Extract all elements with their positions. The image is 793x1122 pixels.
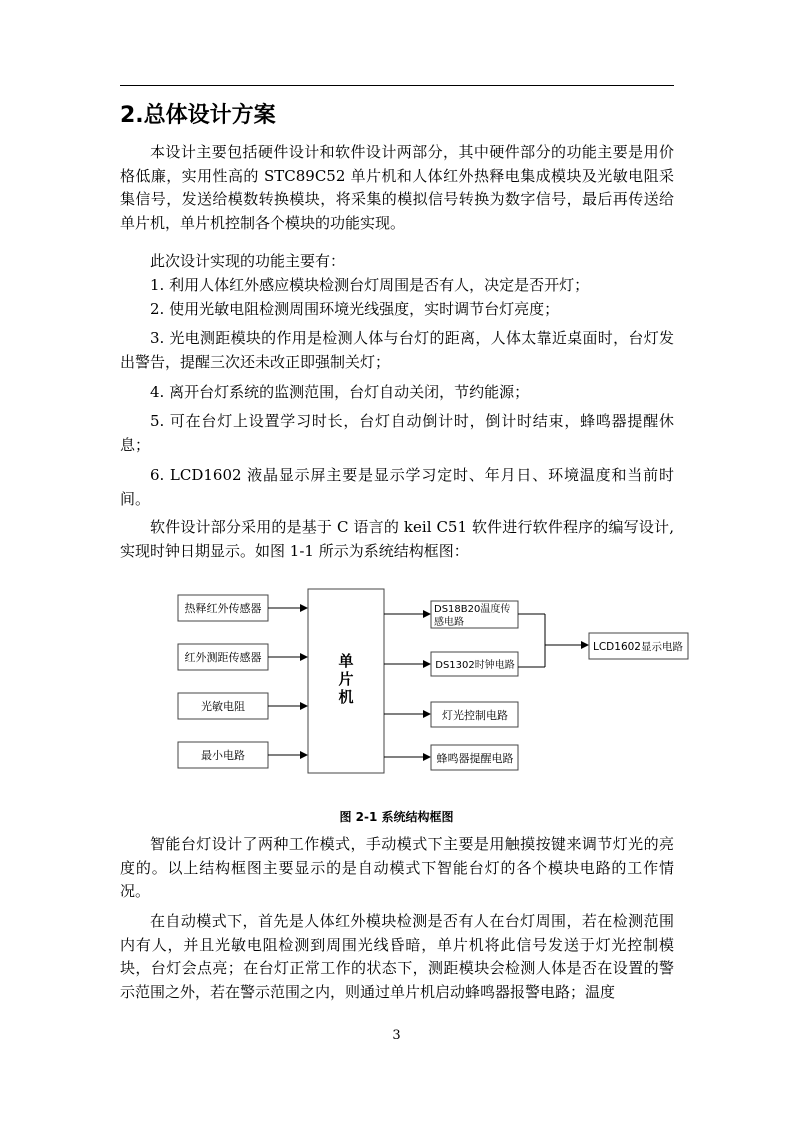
input-block-minimum-circuit bbox=[178, 742, 268, 768]
display-label-lcd1602: LCD1602显示电路 bbox=[593, 641, 683, 653]
output-label-light-control: 灯光控制电路 bbox=[442, 709, 508, 722]
mcu-label-3: 机 bbox=[338, 688, 354, 706]
output-label-buzzer: 蜂鸣器提醒电路 bbox=[436, 752, 514, 765]
auto-mode-paragraph: 在自动模式下，首先是人体红外模块检测是否有人在台灯周围，若在检测范围内有人，并且光敏电阻检测到周围光线昏暗，单片机将此信号发送于灯光控制模块，台灯会点亮；在台灯正常工作的状态下，测距模块会检测人体是否在设置的警示范围之外，若在警示范围之内，则通过单片机启动蜂鸣器报警电路；温度 bbox=[120, 912, 674, 1001]
feature-item-6: 6. LCD1602 液晶显示屏主要是显示学习定时、年月日、环境温度和当前时间。 bbox=[120, 466, 674, 508]
output-block-light-control bbox=[431, 702, 518, 727]
display-block-lcd1602 bbox=[589, 633, 688, 659]
output-block-ds18b20 bbox=[431, 601, 518, 628]
feature-item-5: 5. 可在台灯上设置学习时长，台灯自动倒计时，倒计时结束，蜂鸣器提醒休息； bbox=[120, 412, 674, 454]
input-block-ir-distance bbox=[178, 644, 268, 670]
feature-item-3: 3. 光电测距模块的作用是检测人体与台灯的距离，人体太靠近桌面时，台灯发出警告，提醒三次还未改正即强制关灯； bbox=[120, 329, 674, 371]
mcu-label-1: 单 bbox=[338, 652, 354, 670]
input-label-photoresistor: 光敏电阻 bbox=[201, 700, 245, 713]
output-block-ds1302 bbox=[431, 652, 518, 676]
section-heading: 2.总体设计方案 bbox=[120, 103, 276, 128]
feature-item-1: 1. 利用人体红外感应模块检测台灯周围是否有人，决定是否开灯； bbox=[150, 276, 590, 294]
feature-item-4: 4. 离开台灯系统的监测范围，台灯自动关闭，节约能源； bbox=[150, 383, 530, 401]
output-label-ds18b20-line1: DS18B20温度传 bbox=[434, 604, 511, 615]
output-block-buzzer bbox=[431, 745, 518, 770]
intro-paragraph: 本设计主要包括硬件设计和软件设计两部分，其中硬件部分的功能主要是用价格低廉，实用性高的 STC89C52 单片机和人体红外热释电集成模块及光敏电阻采集信号，发送给模数转换模块，将采集的模拟信号转换为数字信号，最后再传送给单片机，单片机控制各个模块的功能实现。 bbox=[120, 143, 674, 232]
input-block-photoresistor bbox=[178, 693, 268, 719]
mcu-label-2: 片 bbox=[338, 670, 354, 688]
input-label-pir: 热释红外传感器 bbox=[184, 602, 262, 615]
feature-item-2: 2. 使用光敏电阻检测周围环境光线强度，实时调节台灯亮度； bbox=[150, 300, 560, 318]
figure-caption: 图 2-1 系统结构框图 bbox=[339, 810, 454, 824]
input-label-ir-distance: 红外测距传感器 bbox=[184, 651, 262, 664]
mcu-block bbox=[308, 589, 384, 773]
input-block-pir bbox=[178, 595, 268, 621]
features-intro: 此次设计实现的功能主要有： bbox=[150, 252, 346, 270]
input-label-minimum-circuit: 最小电路 bbox=[201, 749, 245, 762]
output-label-ds1302: DS1302时钟电路 bbox=[435, 660, 515, 671]
page-number: 3 bbox=[392, 1028, 401, 1043]
software-paragraph: 软件设计部分采用的是基于 C 语言的 keil C51 软件进行软件程序的编写设计, 实现时钟日期显示。如图 1-1 所示为系统结构框图： bbox=[120, 518, 674, 560]
output-label-ds18b20-line2: 感电路 bbox=[434, 617, 464, 628]
mode-paragraph: 智能台灯设计了两种工作模式，手动模式下主要是用触摸按键来调节灯光的亮度的。以上结构框图主要显示的是自动模式下智能台灯的各个模块电路的工作情况。 bbox=[120, 835, 674, 900]
